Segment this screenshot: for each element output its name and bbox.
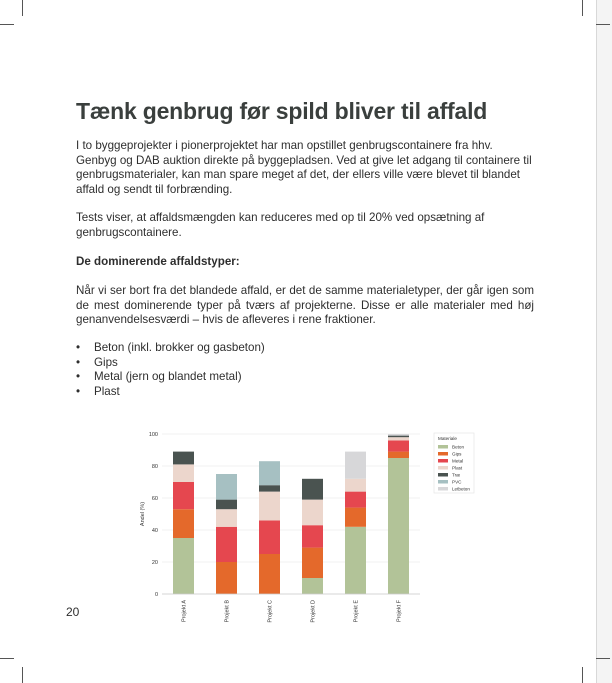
tests-paragraph: Tests viser, at affaldsmængden kan reduceres med op til 20% ved opsætning af genbrugscontainere. [76,211,485,239]
page-edge-strip [596,0,612,683]
bar-segment-metal [302,525,323,547]
bar-segment-gips [345,508,366,527]
bar-segment-plast [173,464,194,482]
bar-segment-træ [216,500,237,510]
x-tick-label: Projekt E [353,600,360,623]
legend-swatch [438,473,448,477]
bar-segment-gips [302,548,323,578]
crop-mark [582,667,583,683]
legend-label: Gips [452,451,462,457]
legend-swatch [438,466,448,470]
page-number: 20 [66,605,80,619]
legend-label: Beton [452,444,465,450]
legend-label: PVC [452,479,462,485]
legend-swatch [438,459,448,463]
y-tick-label: 20 [151,560,158,566]
bar-segment-gips [388,452,409,458]
legend-label: Metal [452,458,464,464]
bar-segment-plast [302,500,323,526]
bar-segment-plast [345,479,366,492]
y-tick-label: 80 [151,464,158,470]
bar-segment-letbeton [345,452,366,479]
bar-segment-gips [173,509,194,538]
bar-segment-gips [259,554,280,594]
section-subheading: De dominerende affaldstyper: [76,255,240,268]
bar-segment-beton [302,578,323,594]
bullet-item: • Metal (jern og blandet metal) [76,370,265,385]
bar-segment-træ [259,485,280,491]
legend-label: Træ [452,472,461,478]
materials-paragraph: Når vi ser bort fra det blandede affald, er det de samme materialetyper, der går igen som de mest dominerende typer på tværs af projekterne. Disse er alle materialer med høj genanvendelsesværdi – hvis de afleveres i rene fraktioner. [76,284,534,327]
bar-segment-pvc [259,461,280,485]
crop-mark [596,24,610,25]
x-tick-label: Projekt F [396,600,403,623]
bar-segment-beton [345,527,366,594]
legend-swatch [438,445,448,449]
legend-label: Plast [452,465,463,471]
x-tick-label: Projekt C [267,600,274,623]
bar-segment-metal [216,527,237,562]
crop-mark [582,0,583,16]
legend-swatch [438,452,448,456]
bar-segment-træ [388,436,409,438]
y-tick-label: 60 [151,496,158,502]
y-tick-label: 100 [148,432,158,438]
crop-mark [0,24,14,25]
bar-segment-beton [388,458,409,594]
legend-swatch [438,480,448,484]
legend-swatch [438,487,448,491]
bar-segment-træ [302,479,323,500]
bar-segment-pvc [216,474,237,500]
bar-segment-metal [345,492,366,508]
bullet-item: • Beton (inkl. brokker og gasbeton) [76,341,265,356]
bar-segment-beton [173,538,194,594]
legend-label: Letbeton [452,486,470,492]
legend-title: Materiale [438,436,457,441]
x-tick-label: Projekt B [224,600,231,623]
bar-segment-metal [259,520,280,554]
y-axis-label: Andel (%) [140,501,146,527]
x-tick-label: Projekt A [181,600,188,623]
crop-mark [596,658,610,659]
bullet-item: • Gips [76,356,265,371]
bar-segment-letbeton [388,434,409,436]
bar-segment-træ [173,452,194,465]
intro-paragraph: I to byggeprojekter i pionerprojektet har man opstillet genbrugscontainere fra hhv. Genbyg og DAB auktion direkte på byggepladsen. Ved at give let adgang til containere til genbrugsmaterialer, kan man spare meget af det, der ellers ville være blevet til blandet affald og sendt til forbrænding. [76,139,532,196]
x-tick-label: Projekt D [310,600,317,623]
crop-mark [0,658,14,659]
bullet-item: • Plast [76,385,265,400]
bar-segment-metal [388,440,409,451]
bar-segment-plast [259,492,280,521]
page-title: Tænk genbrug før spild bliver til affald [76,98,488,124]
y-tick-label: 40 [151,528,158,534]
crop-mark [22,667,23,683]
stacked-bar-chart [130,428,480,628]
bar-segment-gips [216,562,237,594]
material-bullet-list [76,341,265,399]
y-tick-label: 0 [154,592,158,598]
crop-mark [22,0,23,16]
bar-segment-metal [173,482,194,509]
bar-segment-plast [216,509,237,527]
bar-segment-plast [388,437,409,440]
